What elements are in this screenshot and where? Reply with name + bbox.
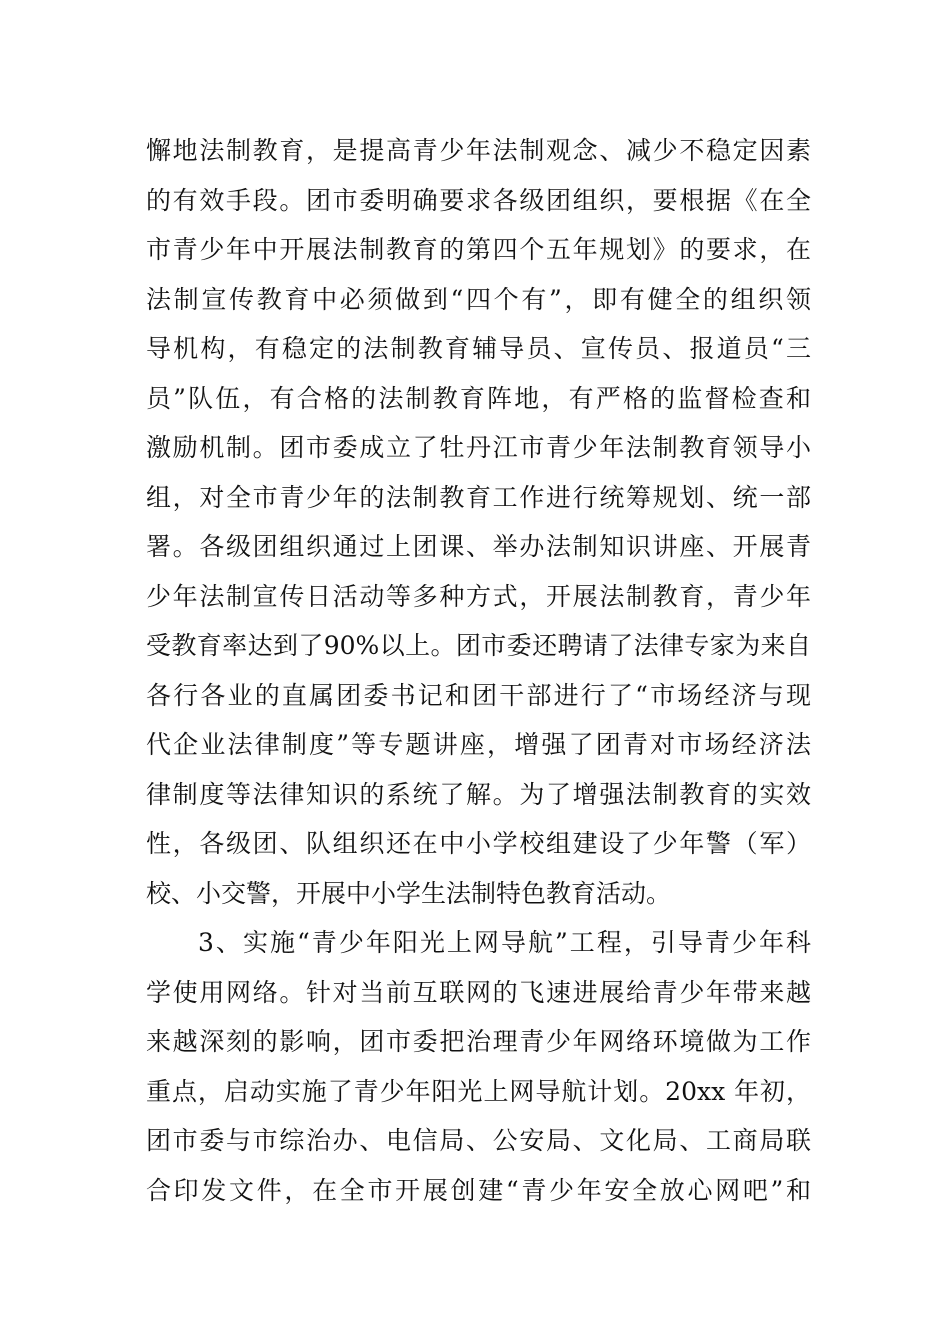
text-line: 激励机制。团市委成立了牡丹江市青少年法制教育领导小	[146, 433, 811, 462]
text-line: 市青少年中开展法制教育的第四个五年规划》的要求，在	[146, 235, 811, 264]
text-line: 来越深刻的影响，团市委把治理青少年网络环境做为工作	[146, 1027, 811, 1056]
text-line: 律制度等法律知识的系统了解。为了增强法制教育的实效	[146, 779, 811, 809]
text-line: 组，对全市青少年的法制教育工作进行统筹规划、统一部	[146, 482, 811, 512]
text-line: 各行各业的直属团委书记和团干部进行了“市场经济与现	[146, 680, 811, 710]
paragraph-start-line: 3、实施“青少年阳光上网导航”工程，引导青少年科	[198, 928, 811, 957]
text-line: 的有效手段。团市委明确要求各级团组织，要根据《在全	[146, 185, 811, 215]
body-text	[146, 126, 811, 1215]
text-line: 受教育率达到了90%以上。团市委还聘请了法律专家为来自	[146, 631, 811, 660]
text-line: 性，各级团、队组织还在中小学校组建设了少年警（军）	[146, 829, 811, 858]
text-line: 导机构，有稳定的法制教育辅导员、宣传员、报道员“三	[146, 334, 811, 363]
text-line: 少年法制宣传日活动等多种方式，开展法制教育，青少年	[146, 581, 811, 611]
text-line: 员”队伍，有合格的法制教育阵地，有严格的监督检查和	[146, 383, 811, 413]
text-line: 学使用网络。针对当前互联网的飞速进展给青少年带来越	[146, 977, 811, 1007]
text-line: 重点，启动实施了青少年阳光上网导航计划。20xx 年初，	[146, 1076, 811, 1106]
text-line: 合印发文件，在全市开展创建“青少年安全放心网吧”和	[146, 1175, 811, 1205]
text-line: 团市委与市综治办、电信局、公安局、文化局、工商局联	[146, 1126, 811, 1155]
text-line: 署。各级团组织通过上团课、举办法制知识讲座、开展青	[146, 532, 811, 561]
text-line: 法制宣传教育中必须做到“四个有”，即有健全的组织领	[146, 284, 811, 314]
paragraph-end-line: 校、小交警，开展中小学生法制特色教育活动。	[146, 878, 672, 908]
text-line: 懈地法制教育，是提高青少年法制观念、减少不稳定因素	[146, 136, 811, 165]
text-line: 代企业法律制度”等专题讲座，增强了团青对市场经济法	[146, 730, 811, 759]
